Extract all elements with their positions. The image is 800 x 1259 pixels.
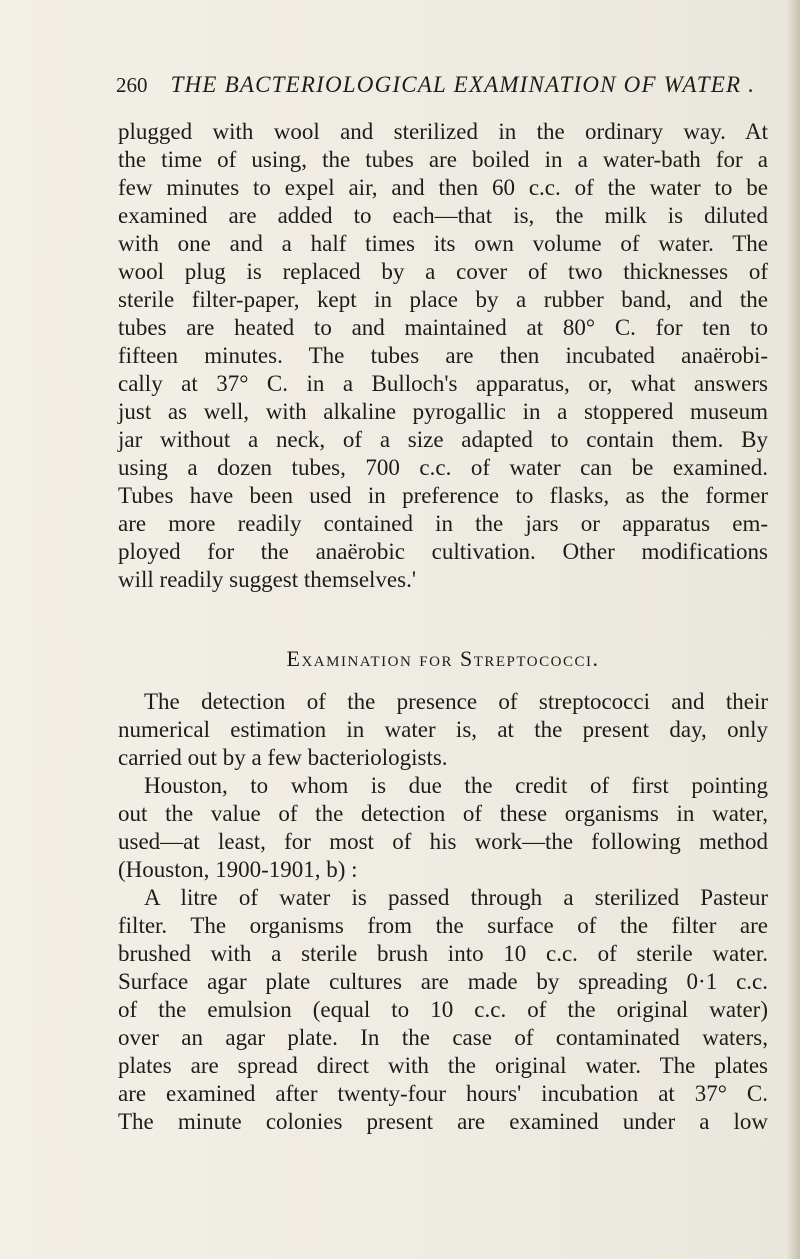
text-line: the time of using, the tubes are boiled in a water-bath for a — [118, 147, 768, 172]
text-line: Tubes have been used in preference to flasks, as the former — [118, 483, 768, 508]
text-line: used—at least, for most of his work—the following method — [118, 829, 768, 854]
text-line: out the value of the detection of these organisms in water, — [118, 801, 768, 826]
text-line: Surface agar plate cultures are made by spreading 0·1 c.c. — [118, 969, 768, 994]
text-line: Houston, to whom is due the credit of first pointing — [144, 773, 768, 798]
text-line: with one and a half times its own volume of water. The — [118, 231, 768, 256]
text-line: over an agar plate. In the case of contaminated waters, — [118, 1025, 768, 1050]
text-line: carried out by a few bacteriologists. — [118, 745, 448, 770]
text-line: using a dozen tubes, 700 c.c. of water can be examined. — [118, 455, 768, 480]
text-line: are more readily contained in the jars or apparatus em- — [118, 511, 768, 536]
text-line: The detection of the presence of streptococci and their — [144, 689, 768, 714]
page-edge-shadow — [786, 0, 800, 1259]
text-line: plates are spread direct with the original water. The plates — [118, 1053, 768, 1078]
text-line: wool plug is replaced by a cover of two thicknesses of — [118, 259, 768, 284]
text-line: ployed for the anaërobic cultivation. Other modifications — [118, 539, 768, 564]
text-line: brushed with a sterile brush into 10 c.c. of sterile water. — [118, 941, 768, 966]
body-text-streptococci — [118, 688, 768, 1136]
text-line: few minutes to expel air, and then 60 c.c. of the water to be — [118, 175, 768, 200]
text-line: examined are added to each—that is, the milk is diluted — [118, 203, 768, 228]
section-heading: Examination for Streptococci. — [286, 646, 600, 671]
text-line: cally at 37° C. in a Bulloch's apparatus, or, what answers — [118, 371, 768, 396]
text-line: numerical estimation in water is, at the present day, only — [118, 717, 768, 742]
text-line: filter. The organisms from the surface of the filter are — [118, 913, 768, 938]
text-line: tubes are heated to and maintained at 80° C. for ten to — [118, 315, 768, 340]
text-line: are examined after twenty-four hours' incubation at 37° C. — [118, 1081, 768, 1106]
text-line: of the emulsion (equal to 10 c.c. of the original water) — [118, 997, 768, 1022]
paragraph-anaerobic-method — [118, 118, 768, 594]
text-line: The minute colonies present are examined under a low — [118, 1109, 768, 1134]
page-number: 260 — [116, 73, 148, 97]
text-line: A litre of water is passed through a sterilized Pasteur — [144, 885, 768, 910]
text-line: plugged with wool and sterilized in the ordinary way. At — [118, 119, 768, 144]
text-line: (Houston, 1900-1901, b) : — [118, 857, 358, 882]
page-header — [116, 72, 756, 108]
text-line: jar without a neck, of a size adapted to contain them. By — [118, 427, 768, 452]
text-line: sterile filter-paper, kept in place by a rubber band, and the — [118, 287, 768, 312]
text-line: just as well, with alkaline pyrogallic in a stoppered museum — [118, 399, 768, 424]
text-line: will readily suggest themselves.' — [118, 567, 416, 592]
running-head: THE BACTERIOLOGICAL EXAMINATION OF WATER . — [170, 72, 756, 97]
text-line: fifteen minutes. The tubes are then incubated anaërobi- — [118, 343, 768, 368]
